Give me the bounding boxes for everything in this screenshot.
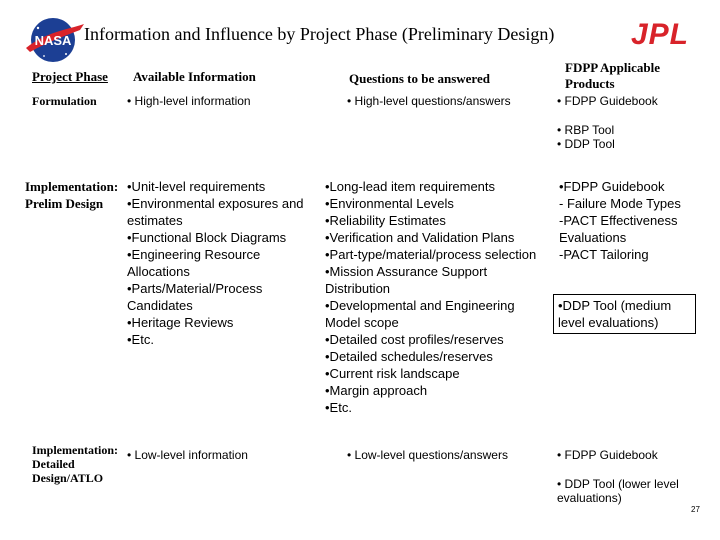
phase-detailed-design: Implementation: Detailed Design/ATLO bbox=[32, 443, 118, 485]
list-item: •Current risk landscape bbox=[325, 366, 460, 381]
page-title: Information and Influence by Project Phase (Preliminary Design) bbox=[84, 24, 555, 44]
svg-text:JPL: JPL bbox=[630, 18, 690, 50]
phase-prelim-design: Implementation: Prelim Design bbox=[25, 179, 119, 211]
list-item: • Low-level information bbox=[127, 448, 248, 462]
list-item: • High-level questions/answers bbox=[347, 94, 511, 108]
header-questions: Questions to be answered bbox=[349, 71, 490, 86]
list-item: -PACT Tailoring bbox=[559, 247, 649, 262]
list-item: • FDPP Guidebook bbox=[557, 94, 658, 108]
list-item: •Parts/Material/Process Candidates bbox=[127, 281, 263, 313]
list-item: • FDPP Guidebook bbox=[557, 448, 658, 462]
list-item: •Margin approach bbox=[325, 383, 428, 398]
prelim-products-list bbox=[559, 178, 694, 263]
list-item: •Developmental and Engineering Model scope bbox=[325, 298, 515, 330]
nasa-logo bbox=[18, 12, 88, 67]
header-products: FDPP Applicable Products bbox=[565, 60, 660, 91]
prelim-questions-list bbox=[325, 178, 540, 416]
formulation-info bbox=[127, 94, 251, 108]
list-item: •Mission Assurance Support Distribution bbox=[325, 264, 488, 296]
list-item: •FDPP Guidebook bbox=[559, 179, 665, 194]
svg-text:NASA: NASA bbox=[34, 33, 72, 48]
header-project-phase: Project Phase bbox=[32, 69, 108, 84]
list-item: • RBP Tool bbox=[557, 123, 615, 137]
detailed-info bbox=[127, 448, 248, 462]
list-item: • DDP Tool (lower level evaluations) bbox=[557, 477, 679, 505]
header-available-information: Available Information bbox=[133, 69, 256, 84]
formulation-questions bbox=[347, 94, 511, 108]
list-item: • High-level information bbox=[127, 94, 251, 108]
list-item: •Detailed schedules/reserves bbox=[325, 349, 493, 364]
jpl-logo bbox=[620, 16, 700, 50]
list-item: • Low-level questions/answers bbox=[347, 448, 508, 462]
list-item: •Engineering Resource Allocations bbox=[127, 247, 261, 279]
list-item: •Unit-level requirements bbox=[127, 179, 266, 194]
detailed-questions bbox=[347, 448, 508, 462]
list-item: - Failure Mode Types bbox=[559, 196, 681, 211]
list-item: •Verification and Validation Plans bbox=[325, 230, 515, 245]
phase-formulation: Formulation bbox=[32, 94, 97, 108]
list-item: •Environmental Levels bbox=[325, 196, 454, 211]
list-item: •Long-lead item requirements bbox=[325, 179, 496, 194]
list-item: -PACT Effectiveness Evaluations bbox=[559, 213, 678, 245]
list-item: •Etc. bbox=[325, 400, 352, 415]
list-item: •Part-type/material/process selection bbox=[325, 247, 537, 262]
list-item: •Functional Block Diagrams bbox=[127, 230, 287, 245]
detailed-products bbox=[557, 448, 707, 505]
formulation-products bbox=[557, 94, 658, 151]
list-item: •Etc. bbox=[127, 332, 154, 347]
page-number: 27 bbox=[691, 505, 700, 514]
list-item: •Reliability Estimates bbox=[325, 213, 446, 228]
prelim-info-list bbox=[127, 178, 322, 348]
list-item: •Detailed cost profiles/reserves bbox=[325, 332, 504, 347]
ddp-tool-medium-box: •DDP Tool (medium level evaluations) bbox=[553, 294, 696, 334]
list-item: •Heritage Reviews bbox=[127, 315, 234, 330]
list-item: • DDP Tool bbox=[557, 137, 615, 151]
list-item: •Environmental exposures and estimates bbox=[127, 196, 304, 228]
